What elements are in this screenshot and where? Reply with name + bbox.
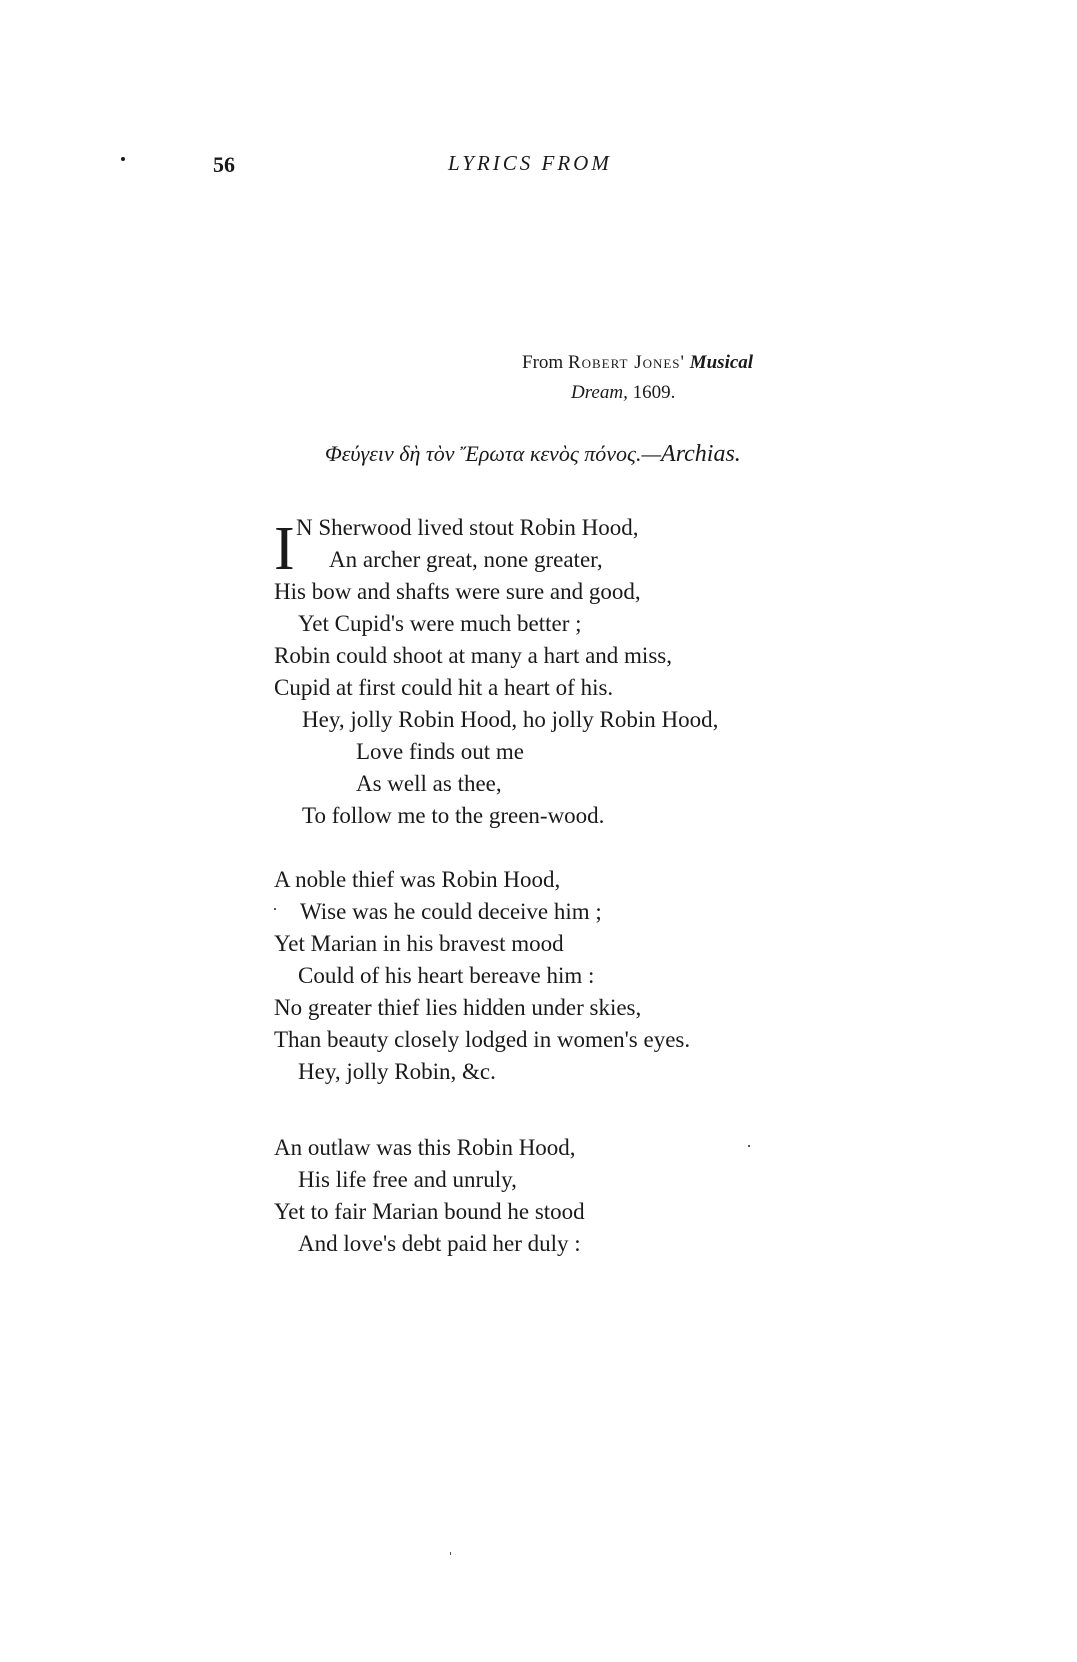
poem-line: And love's debt paid her duly : [298,1231,581,1256]
poem-line: To follow me to the green-wood. [302,803,605,828]
poem-line: A noble thief was Robin Hood, [274,867,561,892]
poem-line: Love finds out me [356,739,524,764]
ink-speck [748,1145,750,1147]
poem-line: Yet to fair Marian bound he stood [274,1199,585,1224]
poem-line: Than beauty closely lodged in women's eyes. [274,1027,691,1052]
source-attribution-continued [571,382,675,404]
poem-line: Hey, jolly Robin, &c. [298,1059,496,1084]
source-work-title: Musical [689,352,754,373]
source-author: Robert Jones' [567,352,685,373]
page-number: 56 [213,152,235,177]
drop-cap: I [274,515,295,583]
poem-line: Hey, jolly Robin Hood, ho jolly Robin Hood, [302,707,719,732]
running-head: LYRICS FROM [448,151,612,175]
ink-speck [450,1552,451,1555]
poem-line: Robin could shoot at many a hart and miss, [274,643,672,668]
poem-line: No greater thief lies hidden under skies, [274,995,642,1020]
epigraph [325,441,741,468]
poem-line: Yet Marian in his bravest mood [274,931,564,956]
source-year: 1609. [627,382,676,403]
poem-line: Cupid at first could hit a heart of his. [274,675,614,700]
poem-line: His bow and shafts were sure and good, [274,579,641,604]
poem-line: An archer great, none greater, [329,547,603,572]
poem-line: His life free and unruly, [298,1167,517,1192]
poem-line: Wise was he could deceive him ; [300,899,602,924]
source-attribution [522,352,753,374]
epigraph-author: Archias. [661,441,741,467]
source-prefix: From [522,352,568,373]
poem-line: An outlaw was this Robin Hood, [274,1135,576,1160]
ink-speck [274,908,276,910]
poem-line: Could of his heart bereave him : [298,963,595,988]
poem-line: As well as thee, [356,771,502,796]
epigraph-greek: Φεύγειν δὴ τὸν Ἔρωτα κενὸς πόνος.— [325,441,662,466]
poem-line: Yet Cupid's were much better ; [298,611,582,636]
ink-dot [121,157,125,161]
poem-line: N Sherwood lived stout Robin Hood, [296,515,639,540]
source-work-title-continued: Dream, [571,382,628,403]
